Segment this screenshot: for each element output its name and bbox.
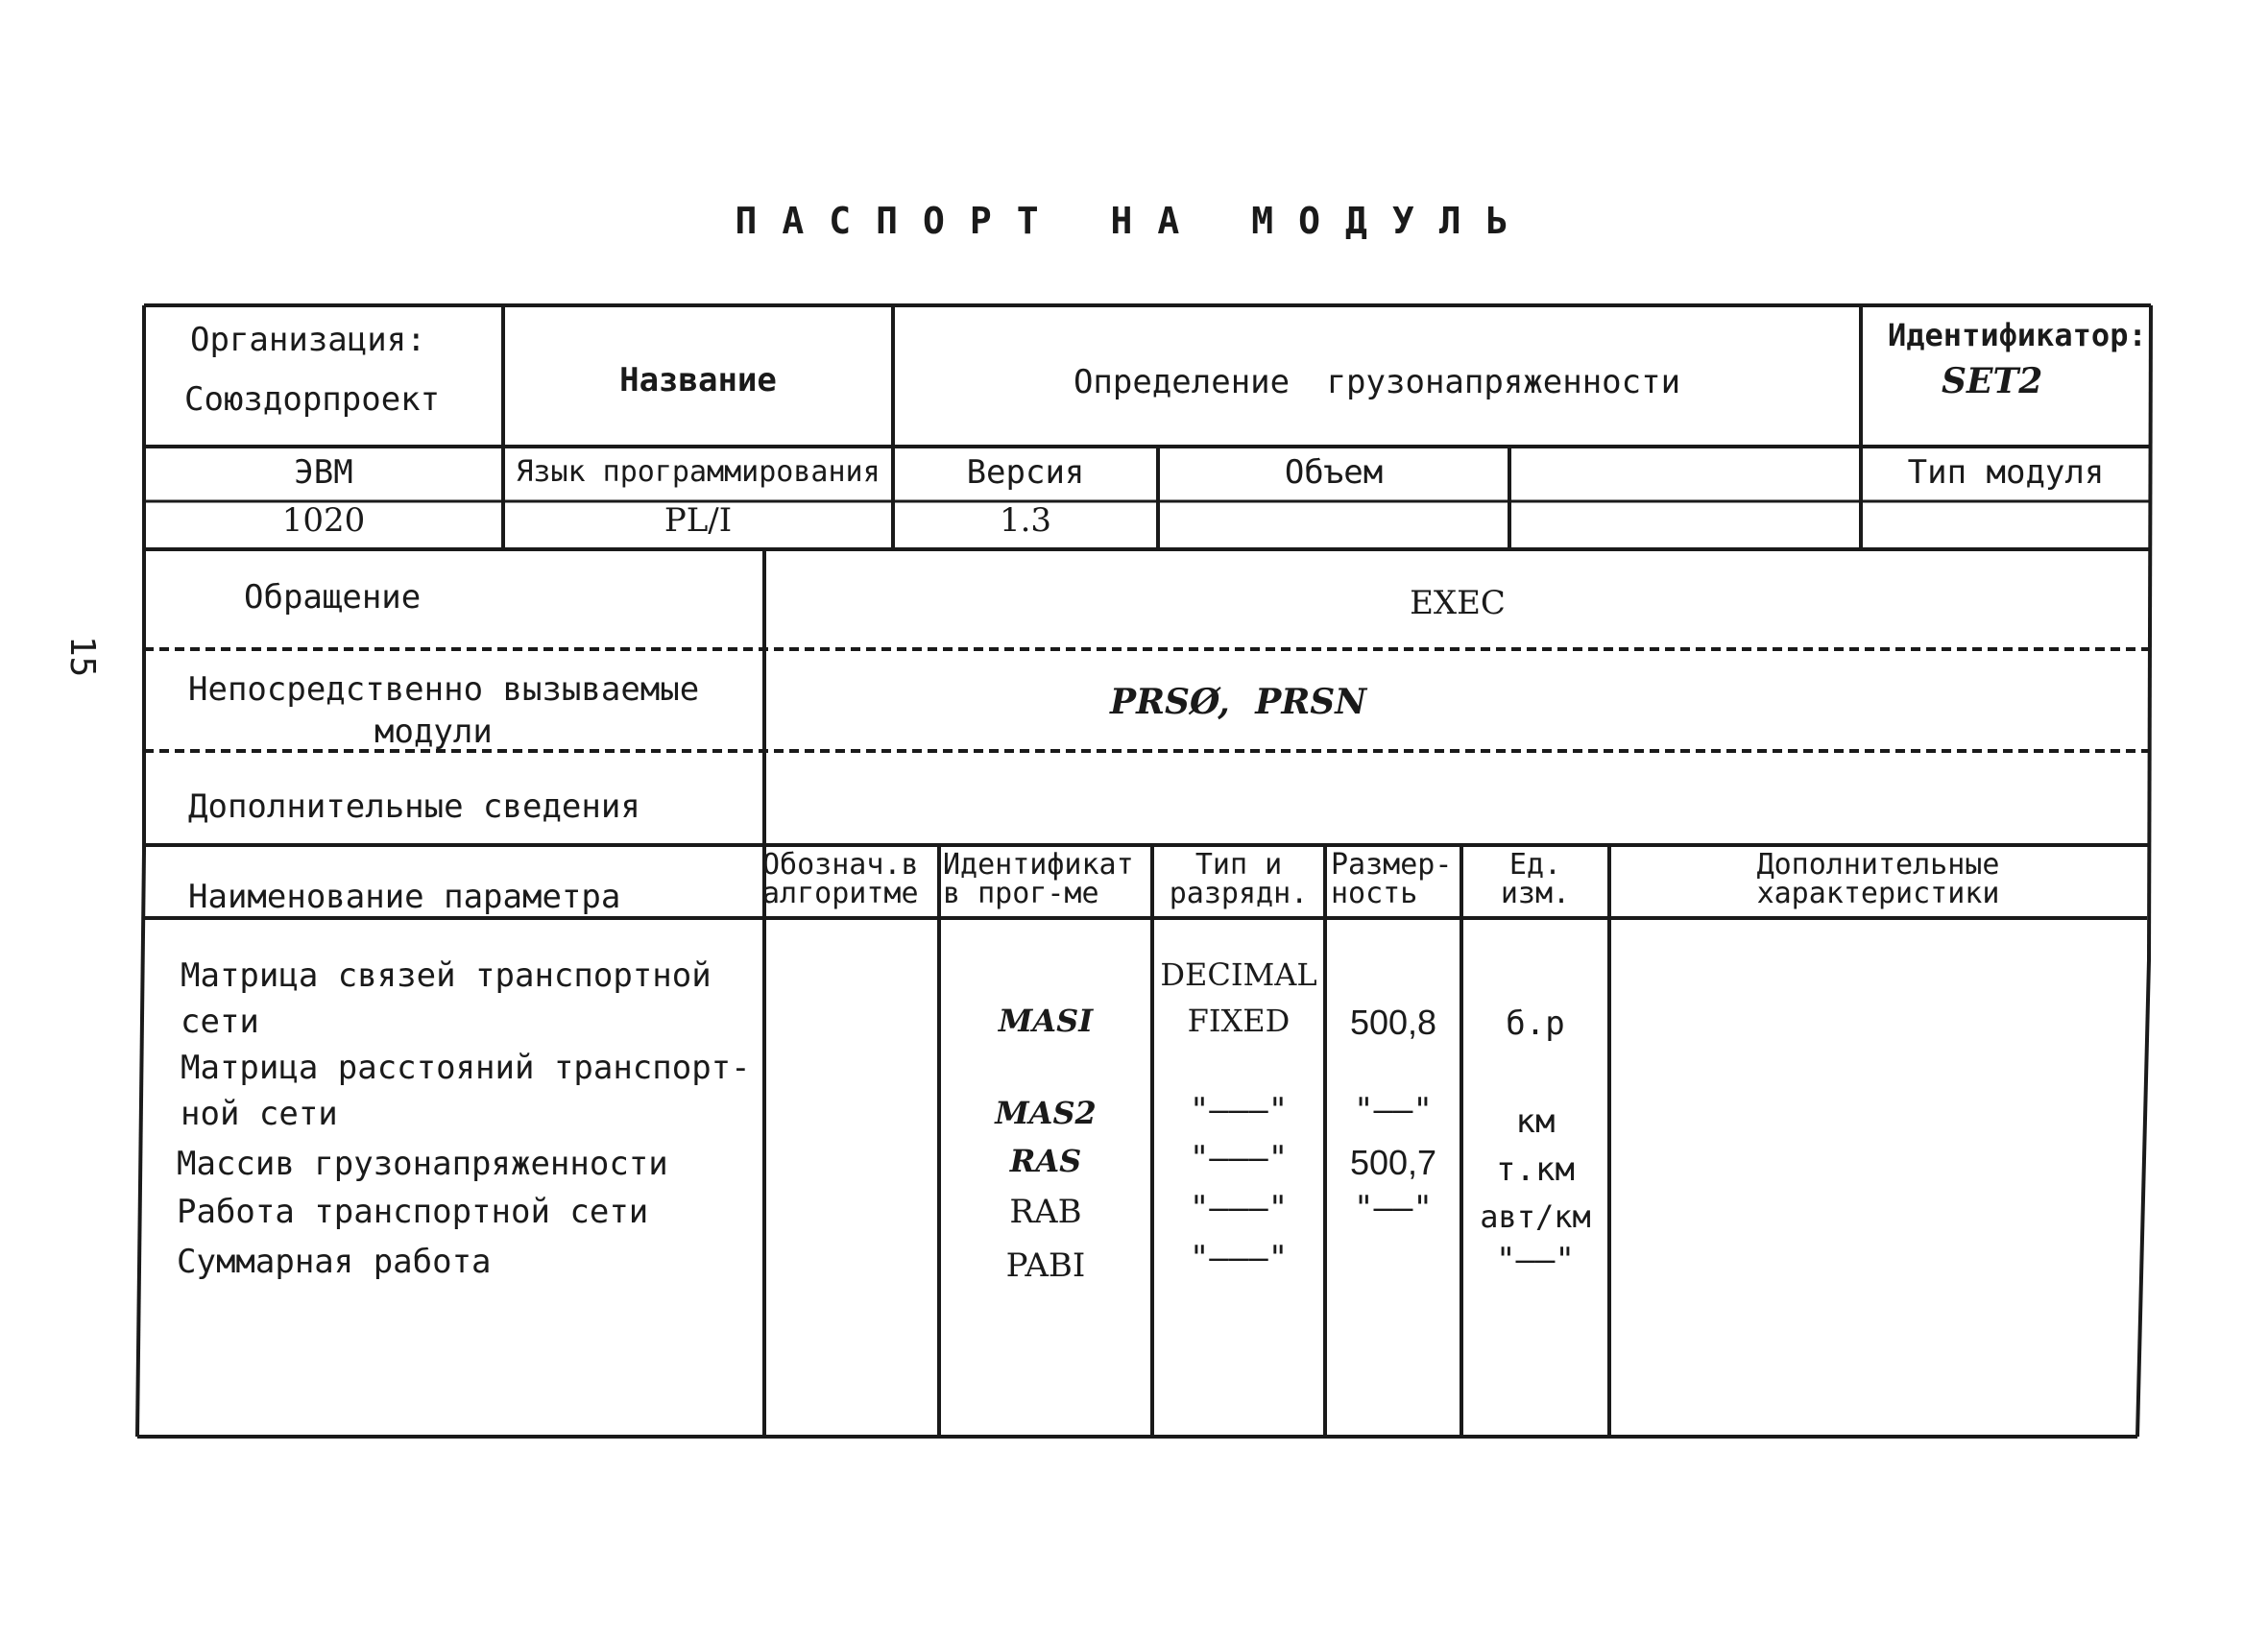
table-row-unit: б.р bbox=[1506, 1004, 1565, 1043]
name-value: Определение грузонапряженности bbox=[1073, 363, 1681, 401]
col-extra: Дополнительные характеристики bbox=[1756, 848, 2000, 910]
table-row-dimension: 500,8 bbox=[1349, 1003, 1437, 1042]
table-row-identifier: RAB bbox=[1009, 1193, 1082, 1231]
page-title: ПАСПОРТ НА МОДУЛЬ bbox=[735, 200, 1533, 242]
col-dimension: Размер- ность bbox=[1331, 848, 1453, 910]
table-row-name: ной сети bbox=[181, 1095, 338, 1133]
col-param-name: Наименование параметра bbox=[188, 878, 621, 916]
col-type: Тип и разрядн. bbox=[1169, 848, 1309, 910]
lang-label: Язык программирования bbox=[516, 455, 881, 489]
called-modules-label: Непосредственно вызываемые bbox=[188, 670, 700, 709]
table-row-identifier: PABI bbox=[1005, 1246, 1086, 1285]
table-row-type: FIXED bbox=[1187, 1003, 1291, 1039]
table-row-type: "———" bbox=[1189, 1239, 1289, 1277]
table-row-unit: "——" bbox=[1496, 1241, 1575, 1279]
table-row-dimension: "——" bbox=[1354, 1091, 1433, 1129]
table-row-dimension: 500,7 bbox=[1349, 1143, 1437, 1182]
table-row-name: Массив грузонапряженности bbox=[177, 1145, 668, 1183]
table-row-name: Суммарная работа bbox=[177, 1243, 492, 1281]
module-type-label: Тип модуля bbox=[1907, 453, 2105, 492]
table-row-name: Матрица расстояний транспорт- bbox=[181, 1049, 751, 1087]
page-number: 15 bbox=[62, 636, 102, 678]
identifier-value: SET2 bbox=[1942, 361, 2043, 401]
table-row-name: сети bbox=[181, 1003, 259, 1041]
evm-value: 1020 bbox=[281, 501, 366, 540]
table-row-type: "———" bbox=[1189, 1091, 1289, 1129]
volume-label: Объем bbox=[1284, 453, 1384, 492]
version-label: Версия bbox=[966, 453, 1085, 492]
extra-info-label: Дополнительные сведения bbox=[188, 787, 640, 826]
table-row-name: Матрица связей транспортной bbox=[181, 956, 712, 995]
table-row-unit: т.км bbox=[1496, 1150, 1575, 1189]
table-row-dimension: "——" bbox=[1354, 1189, 1433, 1227]
evm-label: ЭВМ bbox=[294, 453, 353, 492]
called-modules-value: PRSØ, PRSN bbox=[1110, 682, 1367, 722]
table-row-type: "———" bbox=[1189, 1139, 1289, 1177]
version-value: 1.3 bbox=[999, 501, 1052, 540]
call-label: Обращение bbox=[244, 578, 422, 617]
call-value: EXEC bbox=[1410, 584, 1506, 622]
col-unit: Ед. изм. bbox=[1500, 848, 1571, 910]
col-designation: Обознач.в алгоритме bbox=[762, 848, 919, 910]
lang-value: PL/I bbox=[664, 501, 733, 540]
table-row-unit: авт/км bbox=[1480, 1198, 1591, 1235]
called-modules-label-2: модули bbox=[374, 713, 493, 751]
org-value: Союздорпроект bbox=[184, 380, 441, 419]
table-row-identifier: MASI bbox=[998, 1003, 1094, 1039]
table-row-identifier: RAS bbox=[1009, 1143, 1082, 1179]
table-row-name: Работа транспортной сети bbox=[177, 1193, 649, 1231]
name-label: Название bbox=[619, 361, 777, 399]
table-row-unit: км bbox=[1515, 1102, 1556, 1141]
table-row-type: "———" bbox=[1189, 1189, 1289, 1227]
table-row-type: DECIMAL bbox=[1160, 956, 1317, 993]
col-identifier: Идентификат в прог-ме bbox=[943, 848, 1134, 910]
org-label: Организация: bbox=[190, 321, 426, 359]
identifier-label: Идентификатор: bbox=[1888, 317, 2147, 353]
table-row-identifier: MAS2 bbox=[995, 1095, 1097, 1131]
